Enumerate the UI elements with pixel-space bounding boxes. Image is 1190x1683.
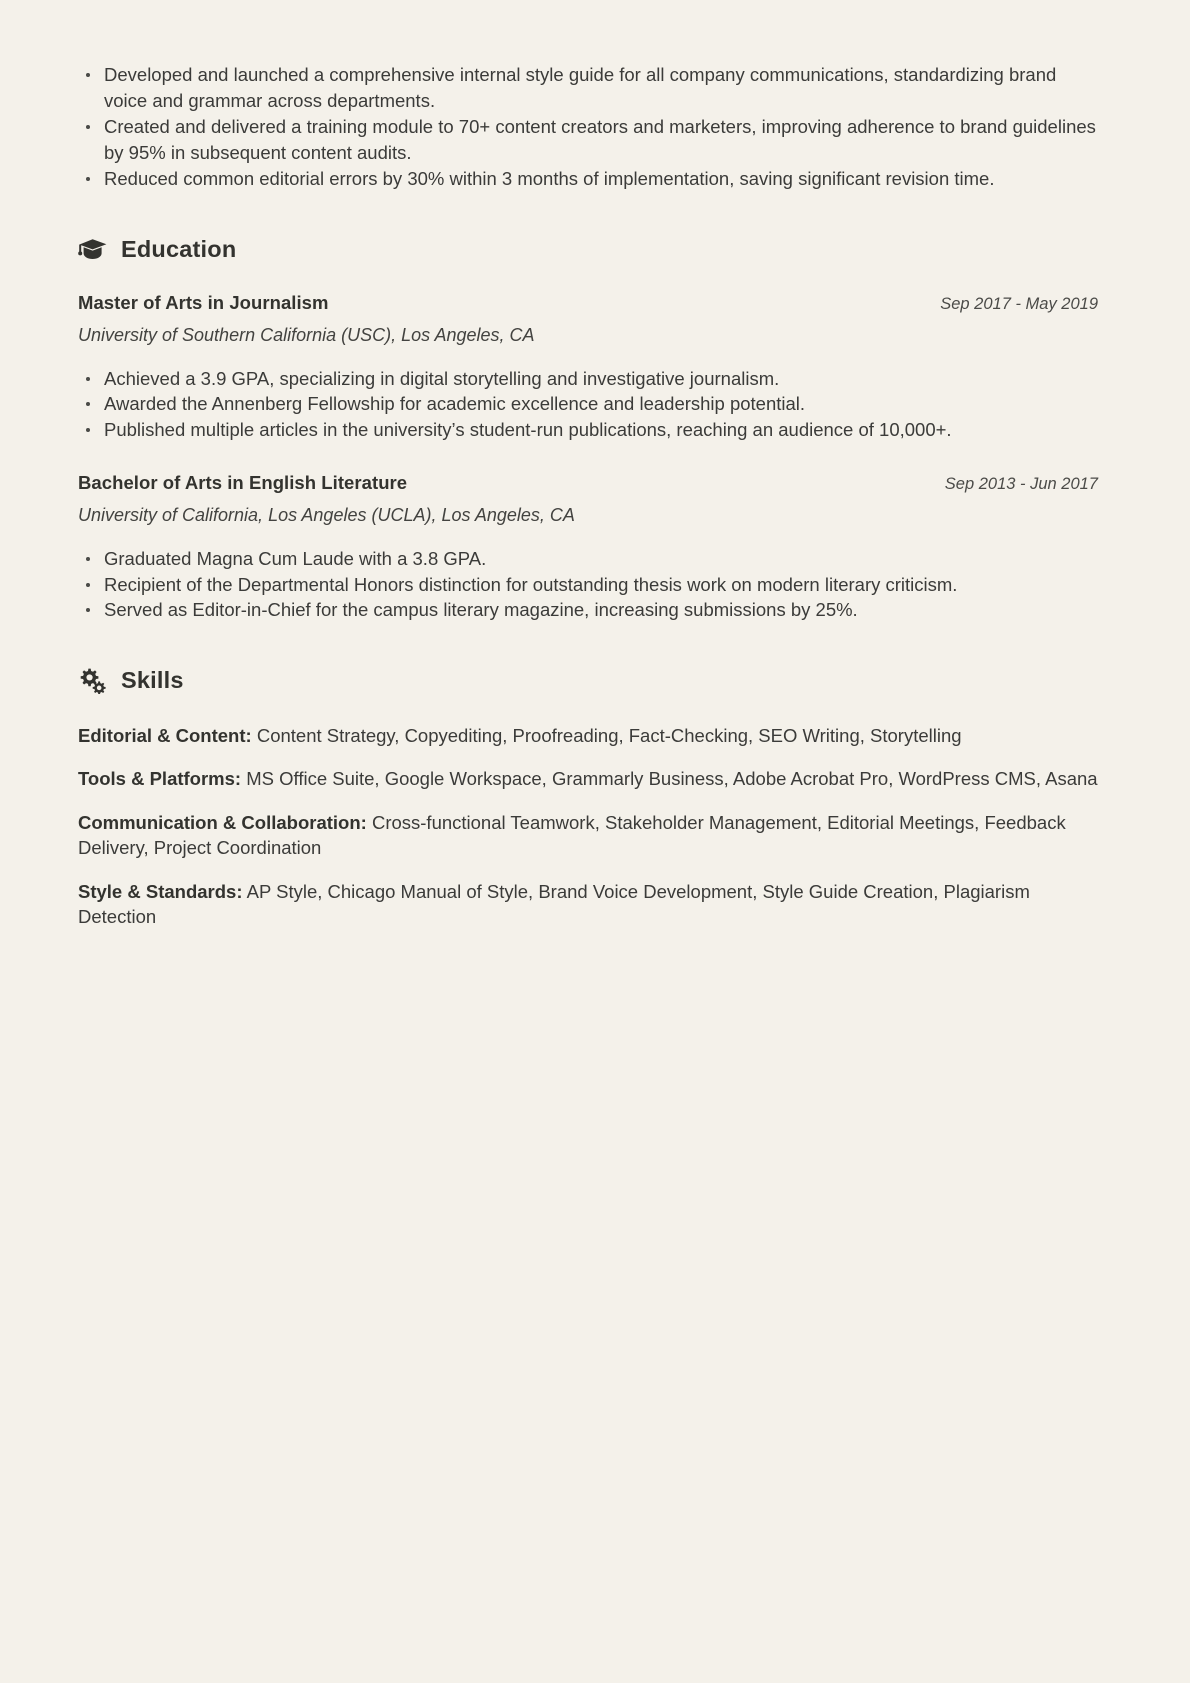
skill-items: MS Office Suite, Google Workspace, Grammarly Business, Adobe Acrobat Pro, WordPress CMS, Asana (246, 768, 1098, 789)
skill-group (78, 810, 1098, 861)
institution-name: University of California, Los Angeles (UCLA), Los Angeles, CA (78, 505, 575, 525)
degree-title: Master of Arts in Journalism (78, 291, 329, 313)
skill-group (78, 723, 1098, 749)
skill-group (78, 879, 1098, 930)
date-range: Sep 2013 - Jun 2017 (944, 475, 1098, 493)
institution-name: University of Southern California (USC), Los Angeles, CA (78, 324, 535, 345)
list-item: Graduated Magna Cum Laude with a 3.8 GPA. (78, 546, 1098, 572)
education-section-title: Education (121, 236, 237, 262)
skill-category-label: Editorial & Content: (78, 724, 252, 746)
skill-category-label: Style & Standards: (78, 880, 243, 902)
list-item: Reduced common editorial errors by 30% within 3 months of implementation, saving significant revision time. (78, 166, 1098, 192)
degree-title: Bachelor of Arts in English Literature (78, 472, 408, 493)
skills-section-title: Skills (121, 667, 184, 693)
gears-icon (78, 667, 108, 695)
skill-group (78, 766, 1098, 792)
education-section-header (78, 236, 1098, 264)
education-entry (78, 292, 1098, 443)
education-entry-header (78, 472, 1098, 494)
list-item: Published multiple articles in the university’s student-run publications, reaching an audience of 10,000+. (78, 417, 1098, 443)
education-section (78, 236, 1098, 623)
list-item: Developed and launched a comprehensive internal style guide for all company communications, standardizing brand voice and grammar across departments. (78, 62, 1098, 113)
education-entry (78, 472, 1098, 623)
date-range: Sep 2017 - May 2019 (940, 294, 1098, 313)
skill-items: Content Strategy, Copyediting, Proofreading, Fact-Checking, SEO Writing, Storytelling (256, 724, 962, 746)
education-entry-header (78, 292, 1098, 314)
skills-section (78, 667, 1098, 930)
list-item: Served as Editor-in-Chief for the campus literary magazine, increasing submissions by 25%. (78, 597, 1098, 623)
list-item: Achieved a 3.9 GPA, specializing in digital storytelling and investigative journalism. (78, 366, 1098, 392)
skill-items: AP Style, Chicago Manual of Style, Brand Voice Development, Style Guide Creation, Plagiarism Detection (78, 880, 1030, 927)
graduation-cap-icon (78, 236, 108, 264)
list-item: Recipient of the Departmental Honors distinction for outstanding thesis work on modern literary criticism. (78, 572, 1098, 598)
skill-category-label: Communication & Collaboration: (78, 811, 367, 833)
experience-bullet-list (78, 62, 1098, 192)
skill-category-label: Tools & Platforms: (78, 768, 242, 789)
list-item: Created and delivered a training module to 70+ content creators and marketers, improving adherence to brand guidelines by 95% in subsequent content audits. (78, 114, 1098, 165)
education-bullet-list (78, 546, 1098, 623)
list-item: Awarded the Annenberg Fellowship for academic excellence and leadership potential. (78, 391, 1098, 417)
skill-items: Cross-functional Teamwork, Stakeholder Management, Editorial Meetings, Feedback Delivery, Project Coordination (78, 811, 1066, 858)
skills-section-header (78, 667, 1098, 695)
education-bullet-list (78, 366, 1098, 443)
